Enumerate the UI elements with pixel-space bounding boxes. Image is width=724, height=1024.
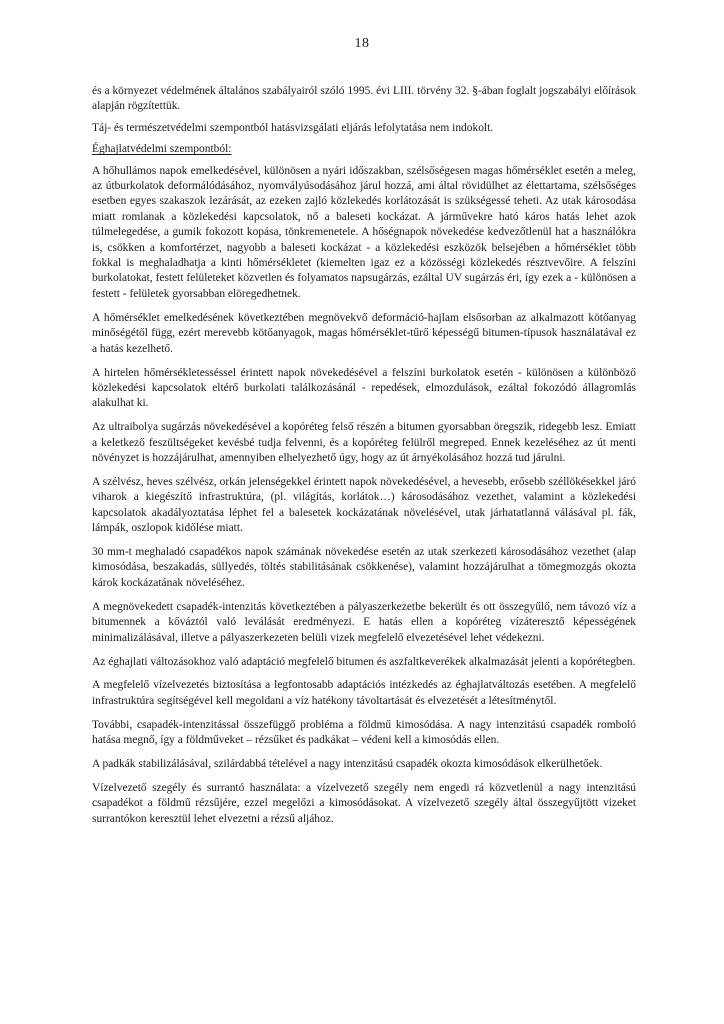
paragraph-precipitation-days: 30 mm-t meghaladó csapadékos napok számának növekedése esetén az utak szerkezeti károsodásához vezethet (alap kimosódása, beszakadás, süllyedés, töltés stabilitásának csökkenése), valamint hozzájárulhat a tömegmozgás okozta károk kockázatának növeléséhez. xyxy=(92,546,636,589)
page-number: 18 xyxy=(354,36,370,51)
paragraph-adaptation-bitumen: Az éghajlati változásokhoz való adaptáció megfelelő bitumen és aszfaltkeverékek alkalmazását jelenti a kopórétegben. xyxy=(92,655,636,668)
paragraph-earthwork-erosion: További, csapadék-intenzitással összefüggő probléma a földmű kimosódása. A nagy intenzitású csapadék romboló hatása megnő, így a földműveket – rézsűket és padkákat – védeni kell a kimosódás ellen. xyxy=(92,718,636,747)
document-body xyxy=(92,84,636,836)
paragraph-storms: A szélvész, heves szélvész, orkán jelenségekkel érintett napok növekedésével, a hevesebb, erősebb széllökésekkel járó viharok a kiegészítő infrastruktúra, (pl. világítás, korlátok…) károsodásához vezethet, valamint a közlekedési kapcsolatok akadályoztatása léphet fel a balesetek kockázatának növelésével, utak járhatatlanná válásával pl. fák, lámpák, oszlopok kidőlése miatt. xyxy=(92,475,636,535)
paragraph-shoulder-stabilization: A padkák stabilizálásával, szilárdabbá tételével a nagy intenzitású csapadék okozta kimosódások elkerülhetőek. xyxy=(92,758,603,771)
paragraph-law-reference: és a környezet védelmének általános szabályairól szóló 1995. évi LIII. törvény 32. §-ában foglalt jogszabályi előírások alapján rögzítettük. xyxy=(92,85,636,113)
paragraph-drainage-curb: Vízelvezető szegély és surrantó használata: a vízelvezető szegély nem engedi rá közvetlenül a nagy intenzitású csapadékot a földmű rézsűjére, ezzel megelőzi a kimosódásokat. A vízelvezető szegély által összegyűjtött vizeket surrantókon keresztül lehet elvezetni a rézsű aljához. xyxy=(92,781,636,825)
paragraph-uv-radiation: Az ultraibolya sugárzás növekedésével a kopóréteg felső részén a bitumen gyorsabban öregszik, ridegebb lesz. Emiatt a keletkező feszültségeket kevésbé tudja felvenni, és a kopóréteg felülről megreped. Ennek kezeléséhez az út menti növényzet is hozzájárulhat, amennyiben elhelyezhető úgy, hogy az út árnyékolásához hozzá tud járulni. xyxy=(92,421,636,465)
paragraph-temperature-drop: A hirtelen hőmérsékletesséssel érintett napok növekedésével a felszíni burkolatok esetén - különösen a különböző közlekedési kapcsolatok eltérő burkolati találkozásánál - repedések, elmozdulások, ezáltal fokozódó állagromlás alakulhat ki. xyxy=(92,366,636,410)
paragraph-landscape-assessment: Táj- és természetvédelmi szempontból hatásvizsgálati eljárás lefolytatása nem indokolt. xyxy=(92,121,494,134)
section-heading-climate: Éghajlatvédelmi szempontból: xyxy=(92,143,232,156)
paragraph-precipitation-intensity: A megnövekedett csapadék-intenzitás következtében a pályaszerkezetbe bekerült és ott összegyűlő, nem távozó víz a bitumennek a kőváztól való leválását eredményezi. E hatás ellen a kopóréteg vízáteresztő képességének minimalizálásával, illetve a pályaszerkezeten belüli vizek megfelelő elvezetésével lehet védekezni. xyxy=(92,600,636,644)
paragraph-heatwave: A hőhullámos napok emelkedésével, különösen a nyári időszakban, szélsőségesen magas hőmérséklet esetén a meleg, az útburkolatok deformálódásához, nyomvályúsodásához járul hozzá, ami által rövidülhet az élettartama, szélsőséges esetben egyes szakaszok lezárását, az ezeken zajló közlekedés korlátozását is szükségessé teheti. Az utak károsodása miatt romlanak a közlekedési kapcsolatok, nő a baleseti kockázat. A járművekre ható káros hatás lehet azok túlmelegedése, a gumik fokozott kopása, tönkremenetele. A hőségnapok növekedése kedvezőtlenül hat a használókra is, csökken a komfortérzet, nagyobb a baleseti kockázat - a közlekedési eszközök belsejében a hőmérséklet több fokkal is meghaladhatja a kinti hőmérsékletet (kiemelten igaz ez a közösségi közlekedés résztvevőire. A felszíni burkolatokat, festett felületeket közvetlen és folyamatos napsugárzás, ezáltal UV sugárzás éri, így ezek a - különösen a festett - felületek gyorsabban elöregedhetnek. xyxy=(92,164,636,300)
paragraph-deformation: A hőmérséklet emelkedésének következtében megnövekvő deformáció-hajlam elsősorban az alkalmazott kötőanyag minőségétől függ, ezért merevebb kötőanyagok, magas hőmérséklet-tűrő képességű bitumen-típusok használatával ez a hatás kezelhető. xyxy=(92,311,636,355)
paragraph-drainage: A megfelelő vízelvezetés biztosítása a legfontosabb adaptációs intézkedés az éghajlatváltozás esetében. A megfelelő infrastruktúra segítségével kell megoldani a víz hatékony távoltartását és elvezetését a létesítménytől. xyxy=(92,679,636,707)
